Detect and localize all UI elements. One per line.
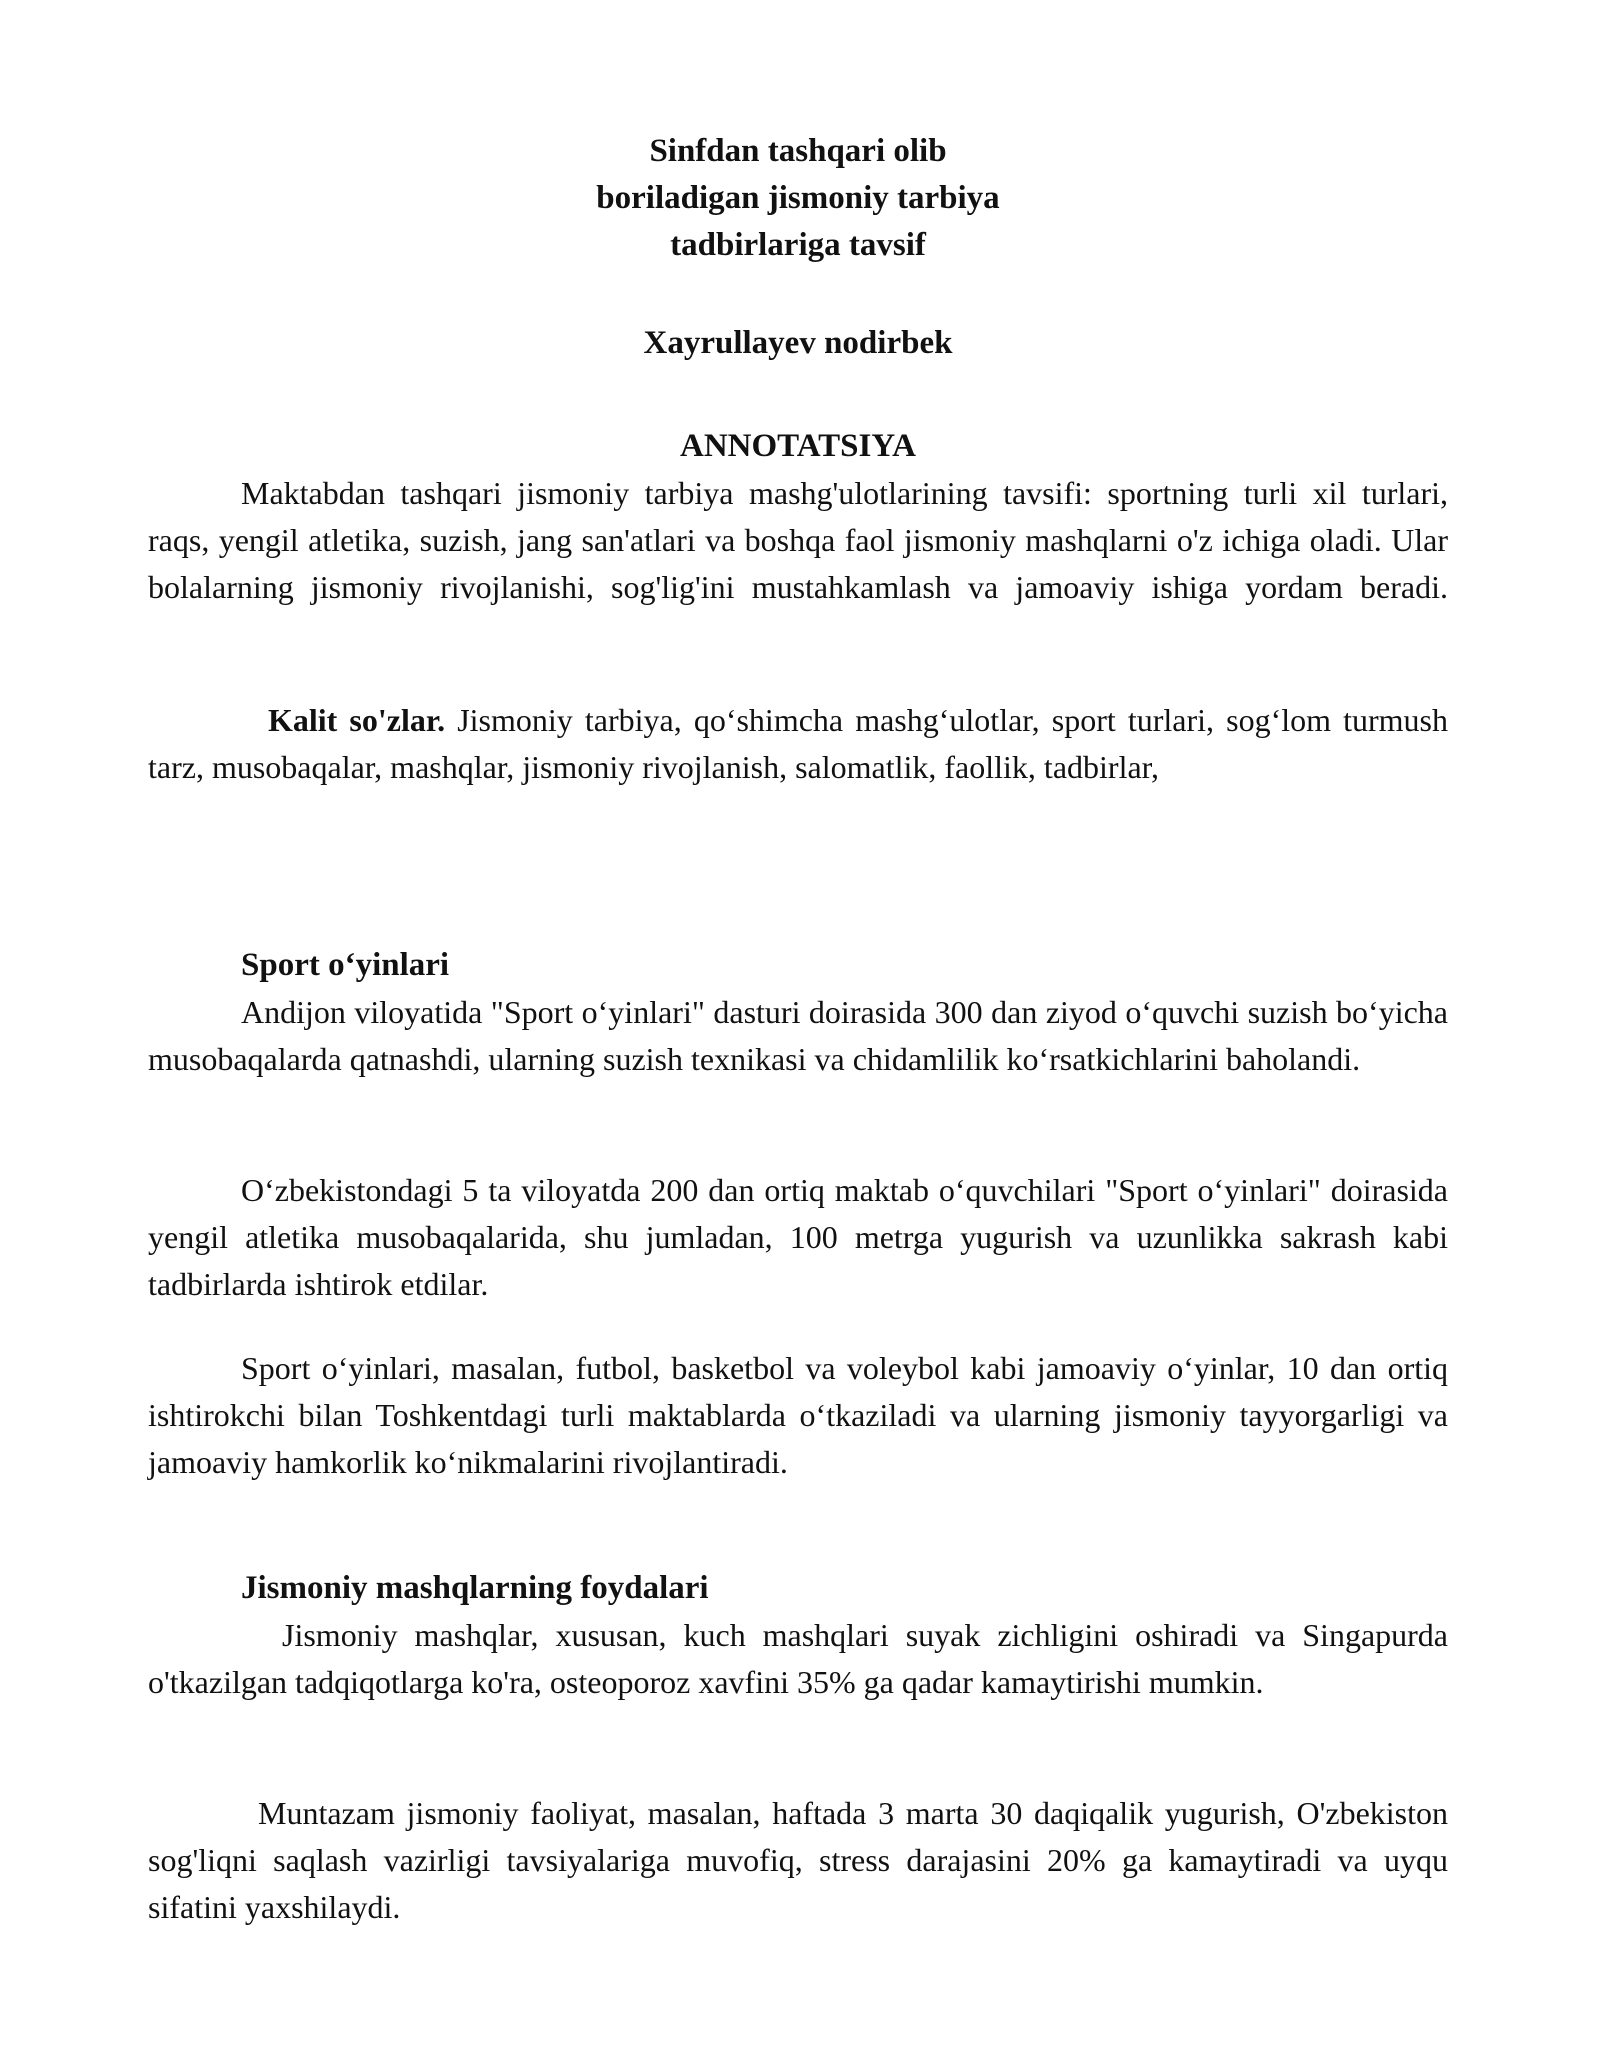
title-line-3: tadbirlariga tavsif <box>670 227 926 263</box>
annotation-heading: ANNOTATSIYA <box>680 428 916 464</box>
section-benefits-paragraph-2: Muntazam jismoniy faoliyat, masalan, haftada 3 marta 30 daqiqalik yugurish, O'zbekiston sog'liqni saqlash vazirligi tavsiyalariga muvofiq, stress darajasini 20% ga kamaytiradi va uyqu sifatini yaxshilaydi. <box>148 1795 1448 1925</box>
section-heading-benefits: Jismoniy mashqlarning foydalari <box>241 1570 709 1606</box>
section-sport-paragraph-1: Andijon viloyatida "Sport o‘yinlari" dasturi doirasida 300 dan ziyod o‘quvchi suzish bo‘yicha musobaqalarda qatnashdi, ularning suzish texnikasi va chidamlilik ko‘rsatkichlarini baholandi. <box>148 994 1448 1077</box>
keywords-text: Jismoniy tarbiya, qo‘shimcha mashg‘ulotlar, sport turlari, sog‘lom turmush tarz, musobaqalar, mashqlar, jismoniy rivojlanish, salomatlik, faollik, tadbirlar, <box>148 702 1449 785</box>
author-name: Xayrullayev nodirbek <box>643 325 953 361</box>
section-benefits-paragraph-1: Jismoniy mashqlar, xususan, kuch mashqlari suyak zichligini oshiradi va Singapurda o'tkazilgan tadqiqotlarga ko'ra, osteoporoz xavfini 35% ga qadar kamaytirishi mumkin. <box>148 1617 1448 1700</box>
keywords-label: Kalit so'zlar. <box>268 702 446 738</box>
section-sport-paragraph-2: O‘zbekistondagi 5 ta viloyatda 200 dan ortiq maktab o‘quvchilari "Sport o‘yinlari" doirasida yengil atletika musobaqalarida, shu jumladan, 100 metrga yugurish va uzunlikka sakrash kabi tadbirlarda ishtirok etdilar. <box>148 1172 1448 1302</box>
section-heading-sport: Sport o‘yinlari <box>241 947 450 983</box>
document-title <box>148 128 1448 269</box>
title-line-1: Sinfdan tashqari olib <box>649 133 947 169</box>
title-line-2: boriladigan jismoniy tarbiya <box>596 180 1000 216</box>
annotation-text: Maktabdan tashqari jismoniy tarbiya mashg'ulotlarining tavsifi: sportning turli xil turlari, raqs, yengil atletika, suzish, jang san'atlari va boshqa faol jismoniy mashqlarni o'z ichiga oladi. Ular bolalarning jismoniy rivojlanishi, sog'lig'ini mustahkamlash va jamoaviy ishiga yordam beradi. <box>148 475 1448 605</box>
section-sport-paragraph-3: Sport o‘yinlari, masalan, futbol, basketbol va voleybol kabi jamoaviy o‘yinlar, 10 dan ortiq ishtirokchi bilan Toshkentdagi turli maktablarda o‘tkaziladi va ularning jismoniy tayyorgarligi va jamoaviy hamkorlik ko‘nikmalarini rivojlantiradi. <box>148 1350 1448 1480</box>
keywords-paragraph <box>148 697 1448 791</box>
